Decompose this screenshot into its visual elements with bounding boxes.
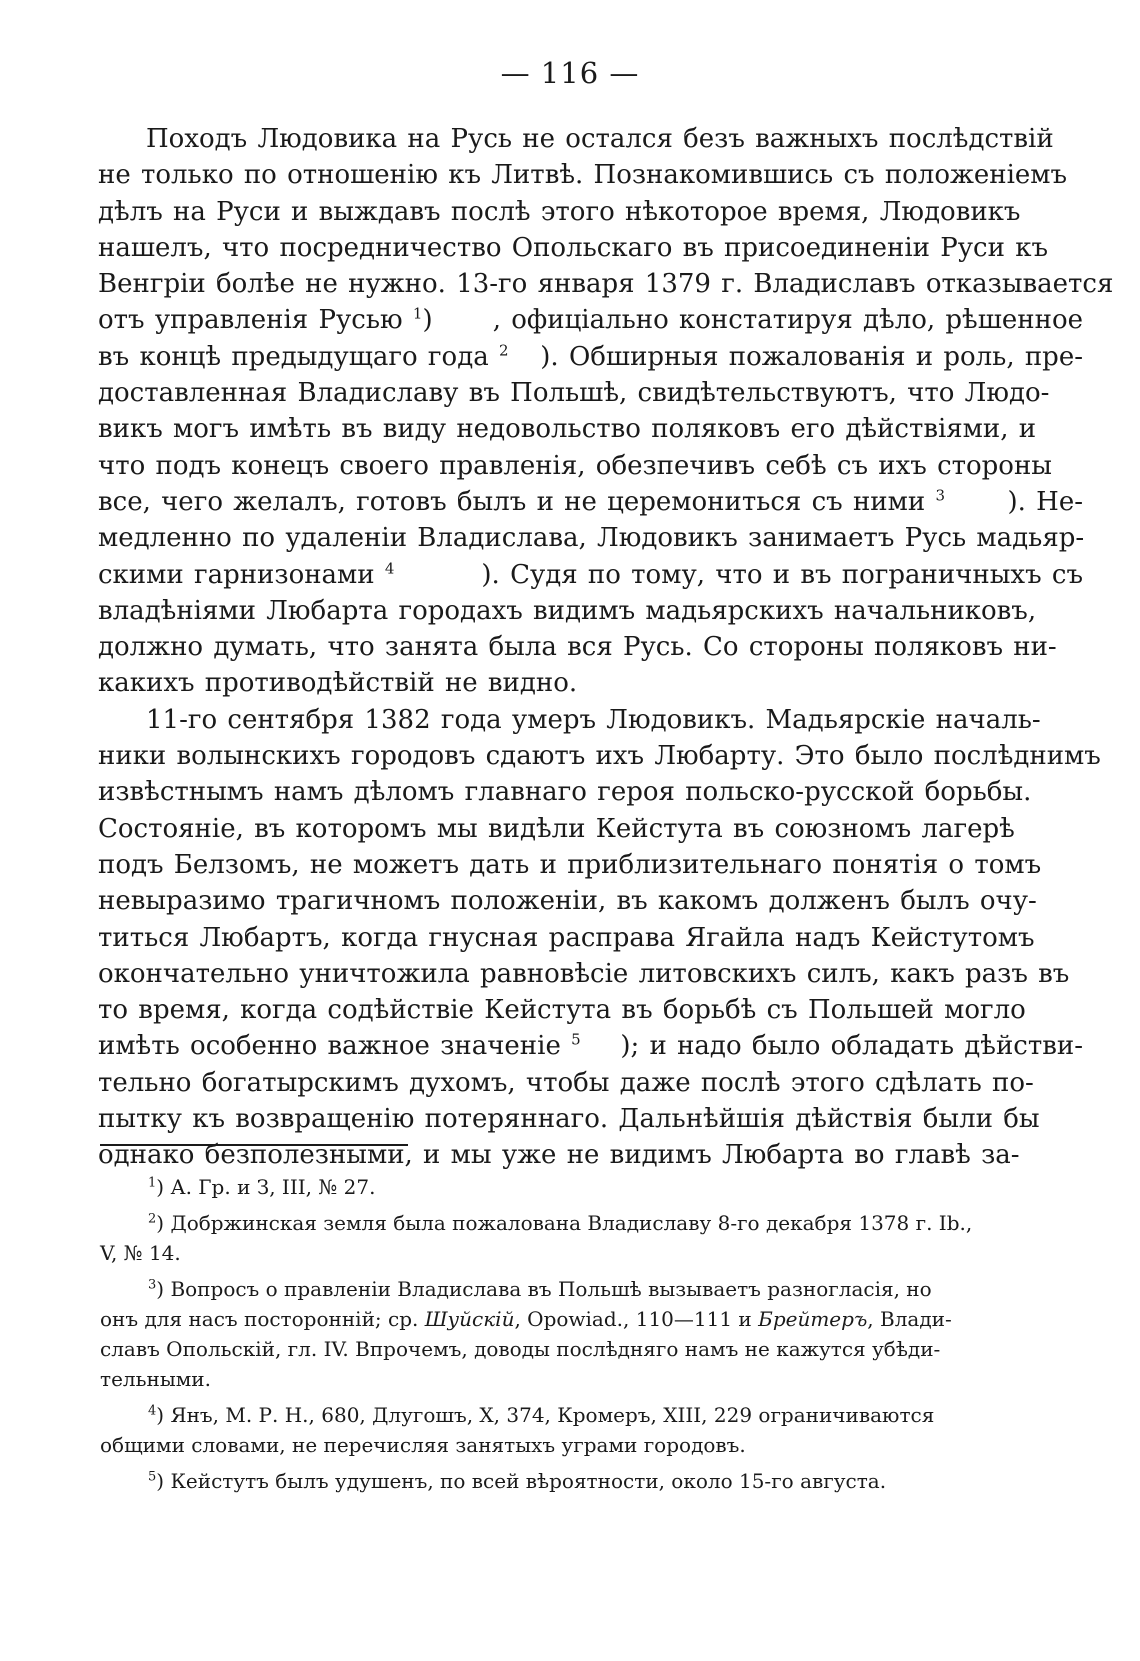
text-line: медленно по удаленіи Владислава, Людовикъ занимаетъ Русь мадьяр- <box>98 523 1085 554</box>
text-line <box>98 1028 1083 1064</box>
footnote-3-cont <box>100 1364 1083 1394</box>
text-line: отъ управленія Русью $^1$) , офиціально констатируя дѣло, рѣшенное <box>98 302 1083 338</box>
footnote-mark: 1 <box>148 1175 157 1191</box>
text-line: однако безполезными, и мы уже не видимъ Любарта во главѣ за- <box>98 1140 1020 1171</box>
footnote-text: славъ Опольскій, гл. IV. Впрочемъ, доводы послѣдняго намъ не кажутся убѣди- <box>100 1337 941 1361</box>
text-line: Состояніе, въ которомъ мы видѣли Кейстута въ союзномъ лагерѣ <box>98 813 1015 844</box>
footnote-ref: 3 <box>935 486 945 505</box>
footnote-4-cont <box>100 1430 1083 1460</box>
text-line: нашелъ, что посредничество Опольскаго въ присоединеніи Руси къ <box>98 232 1048 263</box>
footnote-3-cont <box>100 1334 1083 1364</box>
text-line: доставленная Владиславу въ Польшѣ, свидѣтельствуютъ, что Людо- <box>98 378 1050 409</box>
footnote-3-cont <box>100 1304 1083 1334</box>
footnote-divider <box>100 1144 408 1146</box>
footnote-text: ) Вопросъ о правленіи Владислава въ Польшѣ вызываетъ разногласія, но <box>156 1277 932 1301</box>
text-line: что подъ конецъ своего правленія, обезпечивъ себѣ съ ихъ стороны <box>98 450 1052 481</box>
page-number: — 116 — <box>500 56 640 90</box>
text-fragment: все, чего желалъ, готовъ былъ и не церемониться съ ними <box>98 486 926 517</box>
text-line: 11-го сентября 1382 года умеръ Людовикъ. Мадьярскіе началь- <box>146 704 1041 735</box>
text-line: окончательно уничтожила равновѣсіе литовскихъ силъ, какъ разъ въ <box>98 958 1070 989</box>
footnote-text: ) Янъ, М. Р. Н., 680, Длугошъ, X, 374, Кромеръ, XIII, 229 ограничиваются <box>156 1403 935 1427</box>
footnote-ref: 4 <box>384 558 395 577</box>
text-fragment: какихъ противодѣйствій не видно. <box>98 668 578 699</box>
footnote-mark: 4 <box>148 1403 157 1419</box>
footnote-mark: 5 <box>148 1469 157 1485</box>
footnote-text: тельными. <box>100 1367 211 1391</box>
text-line: то время, когда содѣйствіе Кейстута въ борьбѣ съ Польшей могло <box>98 995 1026 1026</box>
author-name: Шуйскій <box>424 1307 515 1331</box>
text-line: дѣлъ на Руси и выждавъ послѣ этого нѣкоторое время, Людовикъ <box>98 196 1021 227</box>
text-line: ники волынскихъ городовъ сдаютъ ихъ Любарту. Это было послѣднимъ <box>98 741 1101 772</box>
text-line: невыразимо трагичномъ положеніи, въ какомъ долженъ былъ очу- <box>98 886 1037 917</box>
footnote-text: , Opowiad., 110—111 и <box>514 1307 752 1331</box>
text-fragment: ). Обширныя пожалованія и роль, пре- <box>540 341 1083 372</box>
text-line: не только по отношенію къ Литвѣ. Познакомившись съ положеніемъ <box>98 160 1068 191</box>
text-fragment: ); и надо было обладать дѣйстви- <box>620 1031 1083 1062</box>
footnote-text: ) Кейстутъ былъ удушенъ, по всей вѣроятности, около 15-го августа. <box>156 1469 887 1493</box>
text-line <box>98 339 1083 375</box>
text-line: тельно богатырскимъ духомъ, чтобы даже послѣ этого сдѣлать по- <box>98 1067 1034 1098</box>
footnotes <box>100 1172 1083 1496</box>
footnote-text: онъ для насъ посторонній; ср. <box>100 1307 419 1331</box>
footnote-2-cont <box>100 1238 1083 1268</box>
footnote-5 <box>100 1466 1083 1496</box>
footnote-1 <box>100 1172 1083 1202</box>
footnote-text: ) А. Гр. и З, III, № 27. <box>156 1175 376 1199</box>
main-text <box>98 121 1114 1174</box>
footnote-mark: 2 <box>148 1211 157 1227</box>
footnote-text: общими словами, не перечисляя занятыхъ уграми городовъ. <box>100 1433 746 1457</box>
author-name: Брейтеръ <box>758 1307 868 1331</box>
text-fragment: скими гарнизонами <box>98 559 375 590</box>
footnote-3 <box>100 1274 1083 1304</box>
text-fragment: въ концѣ предыдущаго года <box>98 341 489 372</box>
text-line <box>98 484 1083 520</box>
footnote-text: ) Добржинская земля была пожалована Владиславу 8-го декабря 1378 г. Ib., <box>156 1211 973 1235</box>
text-line: викъ могъ имѣть въ виду недовольство поляковъ его дѣйствіями, и <box>98 414 1037 445</box>
footnote-ref: 2 <box>498 341 509 360</box>
text-line: титься Любартъ, когда гнусная расправа Ягайла надъ Кейстутомъ <box>98 922 1035 953</box>
text-fragment: ). Не- <box>1007 486 1083 517</box>
text-line: Походъ Людовика на Русь не остался безъ важныхъ послѣдствій <box>146 124 1054 154</box>
footnote-text: V, № 14. <box>100 1241 181 1265</box>
text-line: подъ Белзомъ, не можетъ дать и приблизительнаго понятія о томъ <box>98 849 1042 880</box>
text-line: владѣніями Любарта городахъ видимъ мадьярскихъ начальниковъ, <box>98 595 1037 626</box>
text-fragment: имѣть особенно важное значеніе <box>98 1031 561 1062</box>
footnote-4 <box>100 1400 1083 1430</box>
text-line: Венгріи болѣе не нужно. 13-го января 1379 г. Владиславъ отказывается <box>98 269 1114 300</box>
text-line <box>98 665 1083 701</box>
text-line: должно думать, что занята была вся Русь. Со стороны поляковъ ни- <box>98 632 1057 663</box>
footnote-2 <box>100 1208 1083 1238</box>
footnote-mark: 3 <box>148 1277 157 1293</box>
text-line <box>98 557 1083 593</box>
footnote-text: , Влади- <box>867 1307 952 1331</box>
footnote-ref: 5 <box>571 1030 581 1049</box>
footnote-ref: 1 <box>412 304 423 323</box>
text-fragment: отъ управленія Русью <box>98 305 403 336</box>
text-fragment: , офиціально констатируя дѣло, рѣшенное <box>492 305 1083 336</box>
text-line: извѣстнымъ намъ дѣломъ главнаго героя польско-русской борьбы. <box>98 777 1032 808</box>
text-fragment: ). Судя по тому, что и въ пограничныхъ съ <box>481 559 1083 590</box>
text-line: пытку къ возвращенію потеряннаго. Дальнѣйшія дѣйствія были бы <box>98 1104 1040 1135</box>
